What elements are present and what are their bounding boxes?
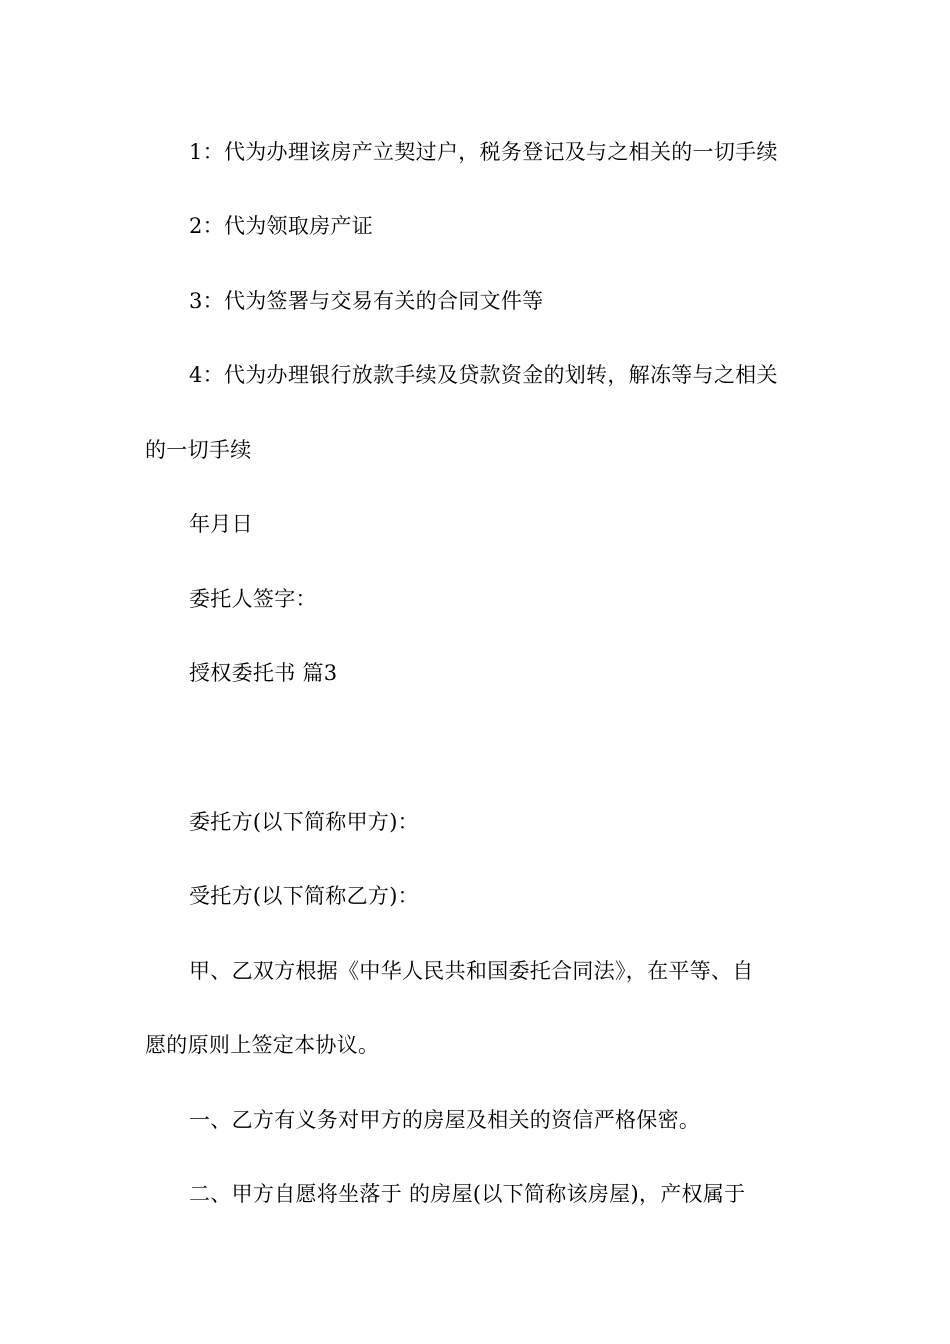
signature-line: 委托人签字： bbox=[189, 587, 317, 611]
clause-1-line: 一、乙方有义务对甲方的房屋及相关的资信严格保密。 bbox=[189, 1108, 701, 1132]
item-4-continuation: 的一切手续 bbox=[145, 438, 252, 462]
principal-party-line: 委托方(以下简称甲方)： bbox=[189, 810, 419, 834]
agent-party-line: 受托方(以下简称乙方)： bbox=[189, 884, 419, 908]
date-line: 年月日 bbox=[189, 512, 253, 536]
item-3-line: 3：代为签署与交易有关的合同文件等 bbox=[189, 289, 544, 313]
agreement-intro-line: 甲、乙双方根据《中华人民共和国委托合同法》，在平等、自 bbox=[189, 959, 754, 983]
item-2-line: 2：代为领取房产证 bbox=[189, 214, 374, 238]
section-title: 授权委托书 篇3 bbox=[189, 661, 338, 685]
clause-2-line: 二、甲方自愿将坐落于 的房屋(以下简称该房屋)，产权属于 bbox=[189, 1182, 746, 1206]
item-4-line: 4：代为办理银行放款手续及贷款资金的划转，解冻等与之相关 bbox=[189, 363, 778, 387]
item-1-line: 1：代为办理该房产立契过户，税务登记及与之相关的一切手续 bbox=[189, 140, 778, 164]
agreement-intro-continuation: 愿的原则上签定本协议。 bbox=[145, 1033, 380, 1057]
